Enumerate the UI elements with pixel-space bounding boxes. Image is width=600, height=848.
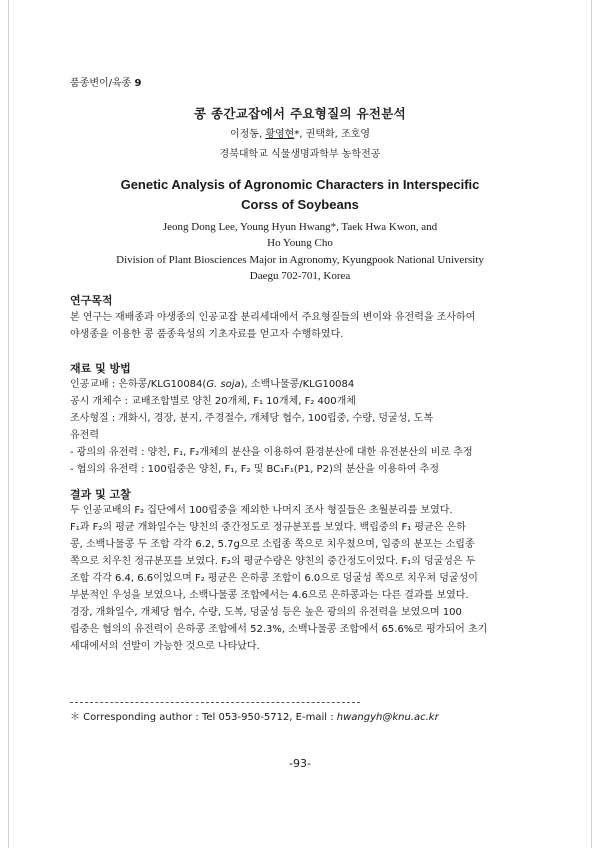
results-line: F₁과 F₂의 평균 개화일수는 양친의 중간정도로 정규분포를 보였다. 백립중의 F₁ 평균은 은하	[70, 522, 466, 533]
objective-line: 야생종을 이용한 콩 품종육성의 기초자료를 얻고자 수행하였다.	[70, 329, 344, 340]
results-line: 부분적인 우성을 보였으나, 소백나물콩 조합에서는 4.6으로 은하콩과는 다른 결과를 보였다.	[70, 590, 469, 601]
results-line: 립중은 협의의 유전력이 은하콩 조합에서 52.3%, 소백나물콩 조합에서 65.6%로 평가되어 초기	[70, 624, 488, 635]
korean-affiliation: 경북대학교 식물생명과학부 농학전공	[219, 149, 381, 160]
results-body	[70, 502, 536, 655]
objective-heading: 연구목적	[70, 294, 113, 307]
methods-bullet-broad: - 광의의 유전력 : 양친, F₁, F₂개체의 분산을 이용하여 환경분산에 대한 유전분산의 비로 추정	[70, 447, 473, 458]
objective-body	[70, 309, 536, 343]
page-number: -93-	[289, 757, 311, 770]
objective-line: 본 연구는 재배종과 야생종의 인공교잡 분리세대에서 주요형질들의 변이와 유전력을 조사하여	[70, 312, 476, 323]
footnote	[70, 708, 439, 723]
methods-heading: 재료 및 방법	[70, 362, 131, 375]
english-title	[0, 175, 600, 215]
english-authors	[0, 219, 600, 251]
results-line: 세대에서의 선발이 가능한 것으로 나타났다.	[70, 641, 260, 652]
methods-traits: 조사형질 : 개화시, 경장, 분지, 주경절수, 개체당 협수, 100립중, 수량, 덩굴성, 도복	[70, 413, 433, 424]
footnote-label: ＊ Corresponding author : Tel 053-950-5712, E-mail :	[70, 712, 337, 723]
english-title-line1: Genetic Analysis of Agronomic Characters in Interspecific	[120, 177, 480, 192]
korean-corresponding-author: 황영현	[265, 129, 295, 140]
cross-suffix: ), 소백나물콩/KLG10084	[240, 379, 355, 390]
section-label: 품종변이/육종	[70, 78, 132, 89]
results-line: 조합 각각 6.4, 6.6이었으며 F₂ 평균은 은하콩 조합이 6.0으로 덩굴성 쪽으로 치우쳐 덩굴성이	[70, 573, 478, 584]
results-line: 경장, 개화일수, 개체당 협수, 수량, 도복, 덩굴성 등은 높은 광의의 유전력을 보였으며 100	[70, 607, 462, 618]
korean-authors-first: 이정동,	[229, 129, 266, 140]
results-line: 쪽으로 치우친 정규분포를 보였다. F₂의 평균수량은 양친의 중간정도이었다. F₁의 덩굴성은 두	[70, 556, 476, 567]
results-line: 콩, 소백나물콩 두 조합 각각 6.2, 5.7g으로 소립종 쪽으로 치우쳤으며, 입중의 분포는 소립종	[70, 539, 475, 550]
english-affil-line2: Daegu 702-701, Korea	[249, 270, 351, 282]
korean-title: 콩 종간교잡에서 주요형질의 유전분석	[194, 106, 406, 121]
cross-prefix: 인공교배 : 은하콩/KLG10084(	[70, 379, 207, 390]
methods-body	[70, 376, 536, 478]
methods-heritability: 유전력	[70, 430, 99, 441]
korean-authors-rest: *, 권택화, 조호영	[294, 129, 370, 140]
results-heading: 결과 및 고찰	[70, 488, 131, 501]
cross-species: G. soja	[206, 379, 241, 390]
footnote-divider	[70, 702, 360, 703]
korean-authors	[0, 125, 600, 140]
section-header	[70, 74, 142, 89]
english-affiliation	[0, 252, 600, 284]
section-number: 9	[134, 78, 142, 89]
english-affil-line1: Division of Plant Biosciences Major in Agronomy, Kyungpook National University	[116, 254, 484, 266]
english-authors-line2: Ho Young Cho	[267, 237, 333, 249]
results-line: 두 인공교배의 F₂ 집단에서 100립중을 제외한 나머지 조사 형질들은 초월분리를 보였다.	[70, 505, 453, 516]
methods-bullet-narrow: - 협의의 유전력 : 100립중은 양친, F₁, F₂ 및 BC₁F₁(P1, P2)의 분산을 이용하여 추정	[70, 464, 439, 475]
methods-sample: 공시 개체수 : 교배조합별로 양친 20개체, F₁ 10개체, F₂ 400개체	[70, 396, 356, 407]
english-title-line2: Corss of Soybeans	[241, 197, 359, 212]
methods-cross	[70, 376, 536, 393]
english-authors-line1: Jeong Dong Lee, Young Hyun Hwang*, Taek Hwa Kwon, and	[162, 221, 438, 233]
footnote-email: hwangyh@knu.ac.kr	[336, 712, 439, 723]
